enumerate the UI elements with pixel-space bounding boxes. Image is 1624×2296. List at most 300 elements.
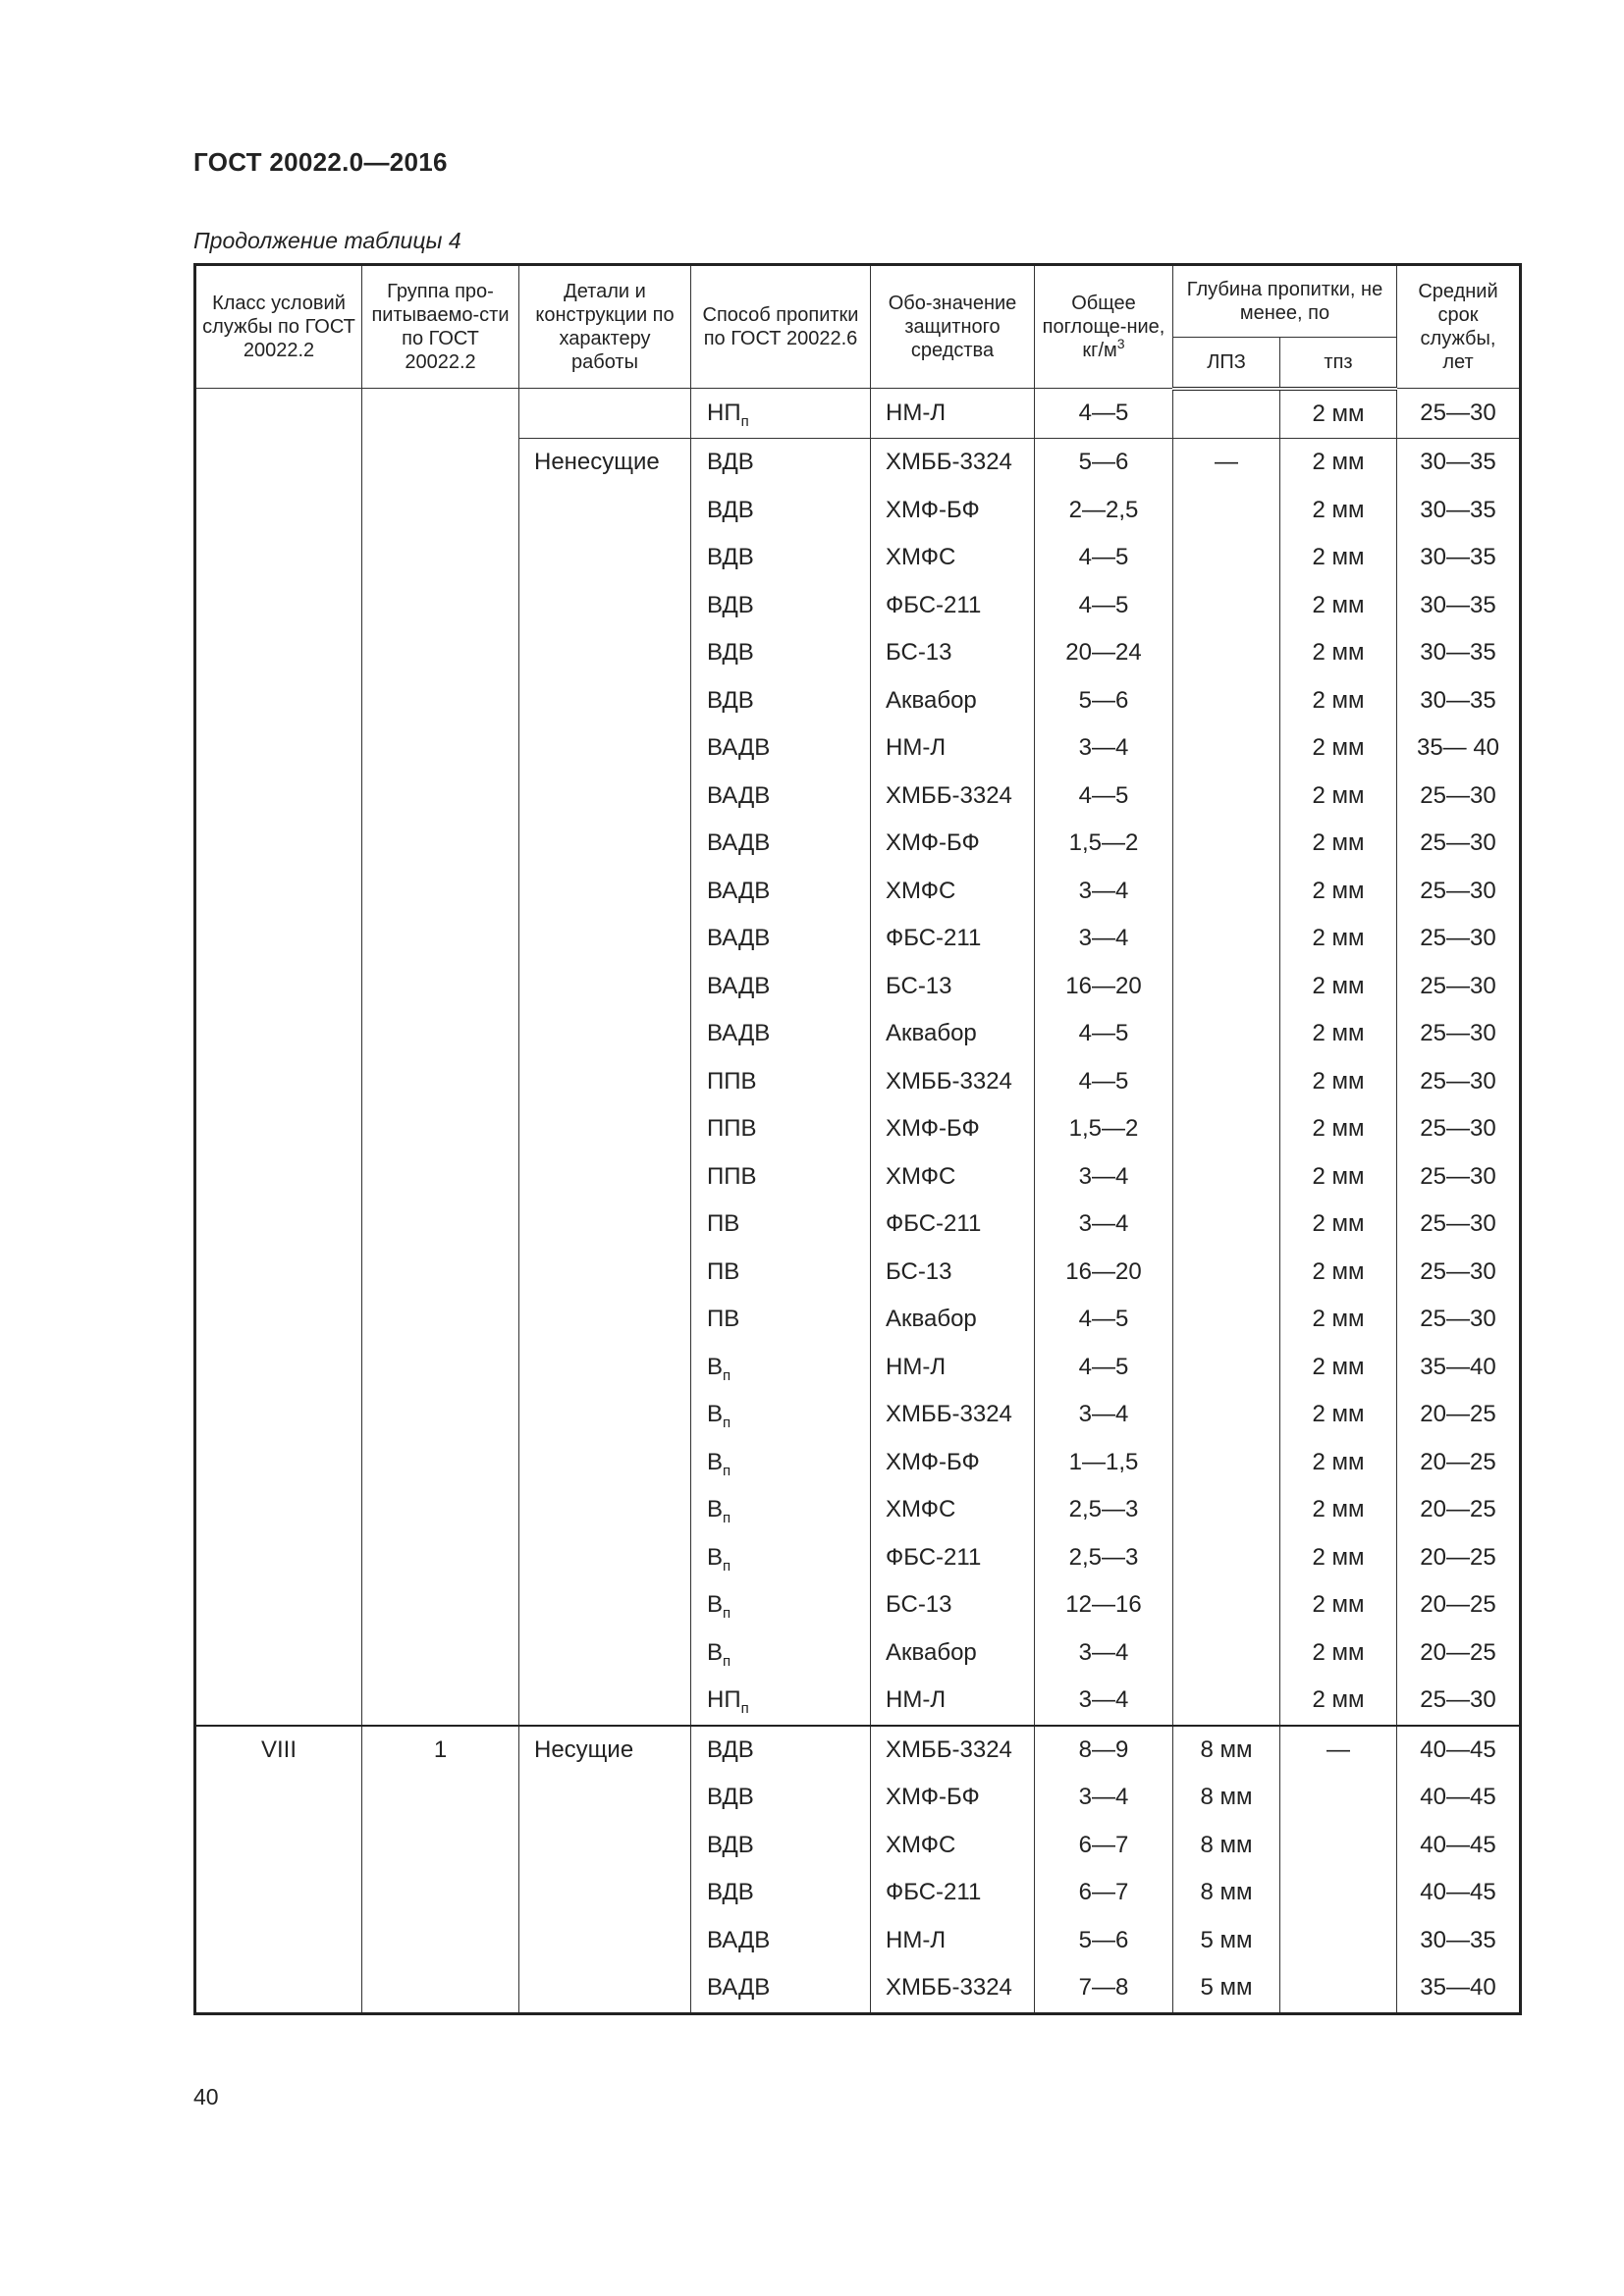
cell-group: [362, 629, 519, 677]
cell-group: [362, 1677, 519, 1726]
cell-class: [195, 1105, 362, 1153]
cell-life: 20—25: [1397, 1391, 1521, 1439]
table-row: [195, 1581, 1521, 1629]
cell-agent: ХМФ-БФ: [871, 1439, 1035, 1487]
table-row: [195, 1201, 1521, 1249]
cell-details: [519, 1534, 691, 1582]
method-subscript: п: [723, 1510, 731, 1527]
cell-class: [195, 1869, 362, 1917]
cell-depth-lpz: [1173, 1581, 1280, 1629]
method-code: ВДВ: [707, 1879, 754, 1906]
cell-group: [362, 389, 519, 439]
cell-method: [691, 1677, 871, 1726]
cell-depth-tpz: 2 мм: [1280, 868, 1397, 916]
cell-method: [691, 1964, 871, 2013]
cell-details: [519, 582, 691, 630]
cell-life: 25—30: [1397, 773, 1521, 821]
cell-group: [362, 439, 519, 487]
cell-details: [519, 724, 691, 773]
header-depth-lpz: ЛПЗ: [1173, 338, 1280, 389]
cell-agent: ХМББ-3324: [871, 439, 1035, 487]
table-row: [195, 1822, 1521, 1870]
cell-life: 35— 40: [1397, 724, 1521, 773]
cell-depth-tpz: 2 мм: [1280, 1534, 1397, 1582]
method-subscript: п: [740, 413, 749, 430]
cell-class: [195, 1822, 362, 1870]
cell-method: [691, 915, 871, 963]
cell-group: [362, 1391, 519, 1439]
cell-absorption: 2,5—3: [1035, 1534, 1173, 1582]
cell-absorption: 4—5: [1035, 1344, 1173, 1392]
cell-depth-lpz: [1173, 1344, 1280, 1392]
table-row: [195, 1153, 1521, 1201]
table-row: [195, 1344, 1521, 1392]
cell-method: [691, 1822, 871, 1870]
cell-agent: НМ-Л: [871, 1677, 1035, 1726]
cell-depth-tpz: 2 мм: [1280, 677, 1397, 725]
cell-class: [195, 1917, 362, 1965]
table-continuation-caption: Продолжение таблицы 4: [193, 228, 461, 253]
method-code: В: [707, 1543, 724, 1571]
method-code: ПВ: [707, 1210, 740, 1238]
cell-absorption: 3—4: [1035, 1677, 1173, 1726]
cell-group: [362, 868, 519, 916]
cell-depth-lpz: [1173, 820, 1280, 868]
cell-agent: НМ-Л: [871, 1344, 1035, 1392]
cell-method: [691, 629, 871, 677]
cell-agent: НМ-Л: [871, 724, 1035, 773]
cell-details: [519, 1296, 691, 1344]
cell-group: [362, 534, 519, 582]
cell-depth-tpz: 2 мм: [1280, 1058, 1397, 1106]
cell-depth-lpz: 8 мм: [1173, 1869, 1280, 1917]
cell-class: [195, 1964, 362, 2013]
cell-details: [519, 534, 691, 582]
cell-details: [519, 1774, 691, 1822]
method-code: ВДВ: [707, 496, 754, 523]
cell-details: [519, 1153, 691, 1201]
cell-details: [519, 963, 691, 1011]
cell-life: 30—35: [1397, 582, 1521, 630]
method-code: В: [707, 1591, 724, 1619]
cell-life: 20—25: [1397, 1439, 1521, 1487]
cell-depth-tpz: 2 мм: [1280, 487, 1397, 535]
cell-depth-tpz: [1280, 1917, 1397, 1965]
cell-agent: ХМФ-БФ: [871, 487, 1035, 535]
method-subscript: п: [723, 1415, 731, 1432]
table-row: [195, 1629, 1521, 1678]
cell-absorption: 5—6: [1035, 677, 1173, 725]
cell-life: 30—35: [1397, 534, 1521, 582]
cell-class: [195, 677, 362, 725]
cell-life: 25—30: [1397, 1296, 1521, 1344]
cell-depth-lpz: [1173, 1058, 1280, 1106]
cell-method: [691, 487, 871, 535]
cell-group: [362, 1105, 519, 1153]
method-code: НП: [707, 1686, 741, 1714]
cell-class: [195, 1153, 362, 1201]
cell-absorption: 16—20: [1035, 1249, 1173, 1297]
cell-depth-tpz: 2 мм: [1280, 724, 1397, 773]
method-code: ВДВ: [707, 639, 754, 667]
cell-agent: ХМФС: [871, 1822, 1035, 1870]
cell-method: [691, 724, 871, 773]
method-subscript: п: [723, 1652, 731, 1670]
cell-details: [519, 1964, 691, 2013]
cell-class: [195, 1581, 362, 1629]
cell-agent: ХМФ-БФ: [871, 1774, 1035, 1822]
cell-details: [519, 1391, 691, 1439]
table-row: [195, 1105, 1521, 1153]
cell-group: [362, 1917, 519, 1965]
table-row: [195, 677, 1521, 725]
table-row: [195, 1869, 1521, 1917]
cell-life: 25—30: [1397, 1058, 1521, 1106]
method-code: В: [707, 1638, 724, 1666]
method-code: ВАДВ: [707, 972, 771, 999]
cell-life: 30—35: [1397, 439, 1521, 487]
cell-class: [195, 724, 362, 773]
cell-agent: Аквабор: [871, 1010, 1035, 1058]
cell-details: [519, 1581, 691, 1629]
method-code: ВАДВ: [707, 781, 771, 809]
cell-method: [691, 963, 871, 1011]
method-code: ВАДВ: [707, 1020, 771, 1047]
cell-class: [195, 629, 362, 677]
header-details: Детали и конструкции по характеру работы: [519, 265, 691, 389]
header-depth-tpz: тпз: [1280, 338, 1397, 389]
table-row: [195, 915, 1521, 963]
header-absorption: [1035, 265, 1173, 389]
cell-absorption: 4—5: [1035, 1058, 1173, 1106]
cell-group: [362, 1869, 519, 1917]
cell-class: [195, 1629, 362, 1678]
cell-class: [195, 582, 362, 630]
cell-depth-lpz: 8 мм: [1173, 1726, 1280, 1775]
method-code: ППВ: [707, 1115, 757, 1143]
cell-agent: ФБС-211: [871, 582, 1035, 630]
cell-class: VIII: [195, 1726, 362, 1775]
cell-class: [195, 1058, 362, 1106]
cell-agent: ФБС-211: [871, 1534, 1035, 1582]
cell-group: [362, 487, 519, 535]
cell-depth-lpz: [1173, 915, 1280, 963]
cell-method: [691, 868, 871, 916]
cell-details: [519, 1677, 691, 1726]
cell-depth-lpz: [1173, 1629, 1280, 1678]
method-code: ВАДВ: [707, 1926, 771, 1953]
cell-depth-lpz: 8 мм: [1173, 1822, 1280, 1870]
cell-class: [195, 1201, 362, 1249]
cell-class: [195, 1344, 362, 1392]
cell-method: [691, 1486, 871, 1534]
cell-depth-tpz: 2 мм: [1280, 1249, 1397, 1297]
cell-group: [362, 1534, 519, 1582]
cell-life: 30—35: [1397, 677, 1521, 725]
cell-method: [691, 1774, 871, 1822]
cell-group: [362, 1964, 519, 2013]
cell-details: [519, 820, 691, 868]
cell-depth-tpz: 2 мм: [1280, 629, 1397, 677]
header-absorption-text: Общее поглоще-ние, кг/м: [1042, 293, 1165, 361]
cell-details: Несущие: [519, 1726, 691, 1775]
table-body: [195, 389, 1521, 2014]
cell-group: [362, 820, 519, 868]
cell-class: [195, 915, 362, 963]
cell-method: [691, 1629, 871, 1678]
cell-life: 20—25: [1397, 1581, 1521, 1629]
cell-absorption: 3—4: [1035, 1391, 1173, 1439]
cell-group: [362, 1296, 519, 1344]
cell-method: [691, 534, 871, 582]
header-absorption-sup: 3: [1116, 336, 1125, 351]
cell-class: [195, 963, 362, 1011]
cell-depth-lpz: [1173, 1201, 1280, 1249]
cell-class: [195, 1391, 362, 1439]
cell-method: [691, 677, 871, 725]
cell-group: 1: [362, 1726, 519, 1775]
method-code: ПВ: [707, 1257, 740, 1285]
table-row: [195, 1391, 1521, 1439]
cell-method: [691, 1917, 871, 1965]
cell-agent: ХМФС: [871, 1486, 1035, 1534]
table-row: [195, 1296, 1521, 1344]
cell-depth-tpz: 2 мм: [1280, 915, 1397, 963]
cell-class: [195, 1486, 362, 1534]
cell-depth-tpz: [1280, 1774, 1397, 1822]
cell-class: [195, 487, 362, 535]
cell-method: [691, 820, 871, 868]
cell-agent: БС-13: [871, 1249, 1035, 1297]
cell-life: 40—45: [1397, 1869, 1521, 1917]
cell-details: [519, 1917, 691, 1965]
cell-depth-tpz: 2 мм: [1280, 1391, 1397, 1439]
cell-group: [362, 1010, 519, 1058]
cell-agent: ХМББ-3324: [871, 1058, 1035, 1106]
cell-details: [519, 1249, 691, 1297]
cell-method: [691, 1869, 871, 1917]
cell-depth-tpz: 2 мм: [1280, 439, 1397, 487]
cell-agent: ФБС-211: [871, 1869, 1035, 1917]
cell-group: [362, 1249, 519, 1297]
method-code: ВАДВ: [707, 1974, 771, 2002]
cell-details: Ненесущие: [519, 439, 691, 487]
cell-depth-tpz: 2 мм: [1280, 1677, 1397, 1726]
method-code: ПВ: [707, 1306, 740, 1333]
method-code: В: [707, 1448, 724, 1475]
cell-absorption: 5—6: [1035, 439, 1173, 487]
cell-group: [362, 963, 519, 1011]
cell-depth-tpz: 2 мм: [1280, 1344, 1397, 1392]
cell-depth-tpz: —: [1280, 1726, 1397, 1775]
cell-depth-tpz: [1280, 1869, 1397, 1917]
method-code: ВАДВ: [707, 829, 771, 857]
cell-absorption: 3—4: [1035, 1629, 1173, 1678]
cell-absorption: 6—7: [1035, 1822, 1173, 1870]
cell-depth-tpz: [1280, 1964, 1397, 2013]
method-subscript: п: [723, 1605, 731, 1623]
cell-life: 40—45: [1397, 1774, 1521, 1822]
cell-details: [519, 677, 691, 725]
cell-depth-tpz: 2 мм: [1280, 1439, 1397, 1487]
cell-life: 40—45: [1397, 1822, 1521, 1870]
cell-agent: ФБС-211: [871, 915, 1035, 963]
cell-agent: ХМББ-3324: [871, 773, 1035, 821]
cell-absorption: 3—4: [1035, 1153, 1173, 1201]
cell-depth-lpz: [1173, 868, 1280, 916]
cell-group: [362, 1822, 519, 1870]
method-code: ВДВ: [707, 686, 754, 714]
table-row: [195, 439, 1521, 487]
cell-method: [691, 1391, 871, 1439]
cell-life: 20—25: [1397, 1486, 1521, 1534]
cell-details: [519, 1010, 691, 1058]
cell-life: 35—40: [1397, 1344, 1521, 1392]
cell-details: [519, 487, 691, 535]
cell-depth-lpz: [1173, 1486, 1280, 1534]
cell-class: [195, 1534, 362, 1582]
cell-absorption: 4—5: [1035, 389, 1173, 439]
cell-details: [519, 1822, 691, 1870]
cell-depth-tpz: 2 мм: [1280, 534, 1397, 582]
header-class: Класс условий службы по ГОСТ 20022.2: [195, 265, 362, 389]
cell-details: [519, 629, 691, 677]
table-row: [195, 487, 1521, 535]
cell-absorption: 16—20: [1035, 963, 1173, 1011]
cell-agent: ХМФС: [871, 1153, 1035, 1201]
cell-life: 35—40: [1397, 1964, 1521, 2013]
cell-absorption: 2—2,5: [1035, 487, 1173, 535]
table-row: [195, 724, 1521, 773]
cell-life: 25—30: [1397, 963, 1521, 1011]
method-code: НП: [707, 400, 741, 426]
cell-group: [362, 1486, 519, 1534]
cell-depth-tpz: 2 мм: [1280, 1581, 1397, 1629]
cell-life: 25—30: [1397, 1105, 1521, 1153]
method-code: ВАДВ: [707, 877, 771, 904]
method-code: ППВ: [707, 1067, 757, 1095]
impregnation-table: [193, 263, 1522, 2015]
cell-group: [362, 1581, 519, 1629]
cell-depth-tpz: 2 мм: [1280, 1201, 1397, 1249]
cell-details: [519, 389, 691, 439]
method-code: ВАДВ: [707, 734, 771, 762]
cell-depth-lpz: [1173, 1439, 1280, 1487]
table-row: [195, 389, 1521, 439]
cell-agent: ХМФ-БФ: [871, 820, 1035, 868]
cell-depth-lpz: [1173, 1296, 1280, 1344]
cell-details: [519, 1058, 691, 1106]
header-life: Средний срок службы, лет: [1397, 265, 1521, 389]
cell-group: [362, 915, 519, 963]
cell-absorption: 6—7: [1035, 1869, 1173, 1917]
method-subscript: п: [723, 1366, 731, 1384]
cell-details: [519, 1105, 691, 1153]
cell-group: [362, 582, 519, 630]
header-method: Способ пропитки по ГОСТ 20022.6: [691, 265, 871, 389]
table-row: [195, 820, 1521, 868]
cell-life: 30—35: [1397, 487, 1521, 535]
document-title: ГОСТ 20022.0—2016: [193, 147, 448, 177]
cell-absorption: 1,5—2: [1035, 1105, 1173, 1153]
cell-method: [691, 1726, 871, 1775]
cell-agent: ФБС-211: [871, 1201, 1035, 1249]
cell-life: 25—30: [1397, 868, 1521, 916]
cell-depth-tpz: [1280, 1822, 1397, 1870]
cell-agent: ХМФС: [871, 534, 1035, 582]
table-row: [195, 868, 1521, 916]
method-code: ВДВ: [707, 591, 754, 618]
table-row: [195, 1964, 1521, 2013]
cell-depth-tpz: 2 мм: [1280, 820, 1397, 868]
cell-group: [362, 1774, 519, 1822]
cell-depth-lpz: [1173, 1010, 1280, 1058]
cell-group: [362, 773, 519, 821]
cell-method: [691, 1581, 871, 1629]
cell-class: [195, 820, 362, 868]
cell-absorption: 12—16: [1035, 1581, 1173, 1629]
cell-agent: НМ-Л: [871, 1917, 1035, 1965]
cell-depth-lpz: [1173, 487, 1280, 535]
cell-class: [195, 1296, 362, 1344]
cell-depth-lpz: [1173, 389, 1280, 439]
cell-method: [691, 1105, 871, 1153]
cell-class: [195, 1249, 362, 1297]
cell-depth-tpz: 2 мм: [1280, 1105, 1397, 1153]
cell-depth-tpz: 2 мм: [1280, 582, 1397, 630]
cell-agent: Аквабор: [871, 1629, 1035, 1678]
cell-depth-lpz: [1173, 534, 1280, 582]
cell-absorption: 8—9: [1035, 1726, 1173, 1775]
cell-absorption: 3—4: [1035, 868, 1173, 916]
cell-life: 20—25: [1397, 1629, 1521, 1678]
cell-depth-lpz: —: [1173, 439, 1280, 487]
cell-life: 25—30: [1397, 1153, 1521, 1201]
page-number: 40: [193, 2084, 219, 2109]
cell-absorption: 4—5: [1035, 534, 1173, 582]
cell-details: [519, 1486, 691, 1534]
table-row: [195, 963, 1521, 1011]
method-subscript: п: [723, 1557, 731, 1575]
cell-method: [691, 1010, 871, 1058]
cell-agent: БС-13: [871, 963, 1035, 1011]
cell-details: [519, 1439, 691, 1487]
cell-depth-lpz: [1173, 582, 1280, 630]
method-subscript: п: [723, 1462, 731, 1479]
cell-absorption: 4—5: [1035, 773, 1173, 821]
cell-class: [195, 868, 362, 916]
cell-group: [362, 677, 519, 725]
cell-details: [519, 915, 691, 963]
method-code: ВДВ: [707, 1831, 754, 1858]
cell-class: [195, 1774, 362, 1822]
cell-absorption: 2,5—3: [1035, 1486, 1173, 1534]
cell-life: 30—35: [1397, 629, 1521, 677]
cell-method: [691, 582, 871, 630]
cell-group: [362, 1439, 519, 1487]
cell-method: [691, 1534, 871, 1582]
cell-method: [691, 439, 871, 487]
cell-method: [691, 1344, 871, 1392]
cell-details: [519, 1869, 691, 1917]
cell-life: 25—30: [1397, 820, 1521, 868]
cell-absorption: 3—4: [1035, 724, 1173, 773]
method-code: ВДВ: [707, 1784, 754, 1811]
cell-depth-lpz: [1173, 1677, 1280, 1726]
table-header: [195, 265, 1521, 389]
cell-depth-lpz: 5 мм: [1173, 1917, 1280, 1965]
cell-class: [195, 1439, 362, 1487]
